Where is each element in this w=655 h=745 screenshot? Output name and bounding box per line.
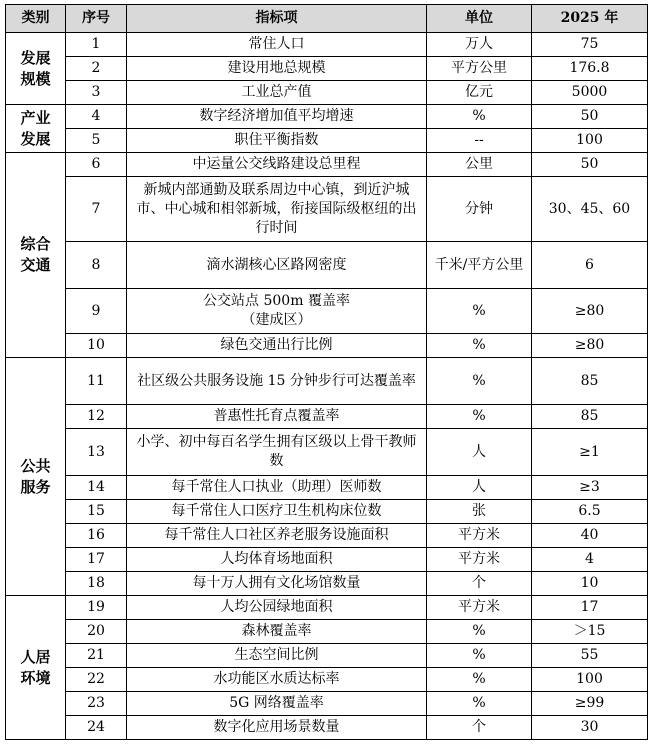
unit: 亿元 [427, 81, 532, 105]
unit: 万人 [427, 33, 532, 57]
indicator-name: 水功能区水质达标率 [127, 668, 427, 692]
row-number: 13 [66, 429, 127, 476]
target-value: 10 [532, 572, 648, 596]
table-header-row [6, 5, 648, 33]
table-row [6, 129, 648, 153]
row-number: 18 [66, 572, 127, 596]
target-value: ≥80 [532, 334, 648, 358]
header-target-2025: 2025 年 [532, 5, 648, 33]
row-number: 19 [66, 596, 127, 620]
row-number: 14 [66, 476, 127, 500]
indicator-name: 工业总产值 [127, 81, 427, 105]
target-value: 50 [532, 105, 648, 129]
category-label: 发展 规模 [6, 33, 66, 105]
table-row [6, 289, 648, 334]
table-row [6, 334, 648, 358]
indicator-table [5, 4, 648, 740]
target-value: ＞15 [532, 620, 648, 644]
table-row [6, 500, 648, 524]
row-number: 17 [66, 548, 127, 572]
row-number: 8 [66, 242, 127, 289]
category-label: 综合 交通 [6, 153, 66, 358]
indicator-name: 绿色交通出行比例 [127, 334, 427, 358]
table-row [6, 177, 648, 242]
indicator-name: 职住平衡指数 [127, 129, 427, 153]
indicator-name: 常住人口 [127, 33, 427, 57]
target-value: 50 [532, 153, 648, 177]
target-value: 55 [532, 644, 648, 668]
row-number: 1 [66, 33, 127, 57]
unit: % [427, 620, 532, 644]
indicator-name: 每十万人拥有文化场馆数量 [127, 572, 427, 596]
row-number: 2 [66, 57, 127, 81]
unit: % [427, 358, 532, 405]
indicator-name: 每千常住人口社区养老服务设施面积 [127, 524, 427, 548]
table-row [6, 548, 648, 572]
table-row [6, 105, 648, 129]
target-value: 30 [532, 716, 648, 740]
unit: 平方米 [427, 596, 532, 620]
target-value: 85 [532, 405, 648, 429]
unit: % [427, 692, 532, 716]
header-number: 序号 [66, 5, 127, 33]
unit: 人 [427, 476, 532, 500]
target-value: 6 [532, 242, 648, 289]
target-value: 176.8 [532, 57, 648, 81]
row-number: 12 [66, 405, 127, 429]
unit: 个 [427, 572, 532, 596]
row-number: 24 [66, 716, 127, 740]
category-label: 公共 服务 [6, 358, 66, 596]
category-label: 人居 环境 [6, 596, 66, 740]
unit: % [427, 289, 532, 334]
target-value: 100 [532, 668, 648, 692]
unit: -- [427, 129, 532, 153]
unit: 张 [427, 500, 532, 524]
table-row [6, 596, 648, 620]
indicator-name: 5G 网络覆盖率 [127, 692, 427, 716]
unit: % [427, 405, 532, 429]
row-number: 9 [66, 289, 127, 334]
target-value: 17 [532, 596, 648, 620]
unit: % [427, 105, 532, 129]
indicator-name: 社区级公共服务设施 15 分钟步行可达覆盖率 [127, 358, 427, 405]
indicator-name: 数字化应用场景数量 [127, 716, 427, 740]
target-value: 40 [532, 524, 648, 548]
row-number: 3 [66, 81, 127, 105]
indicator-name: 数字经济增加值平均增速 [127, 105, 427, 129]
unit: 平方公里 [427, 57, 532, 81]
table-row [6, 33, 648, 57]
table-row [6, 524, 648, 548]
indicator-name: 人均公园绿地面积 [127, 596, 427, 620]
row-number: 22 [66, 668, 127, 692]
row-number: 16 [66, 524, 127, 548]
unit: % [427, 644, 532, 668]
table-row [6, 358, 648, 405]
indicator-name: 中运量公交线路建设总里程 [127, 153, 427, 177]
indicator-name: 森林覆盖率 [127, 620, 427, 644]
table-row [6, 668, 648, 692]
row-number: 21 [66, 644, 127, 668]
table-row [6, 405, 648, 429]
target-value: 5000 [532, 81, 648, 105]
unit: 平方米 [427, 548, 532, 572]
table-row [6, 429, 648, 476]
indicator-name: 滴水湖核心区路网密度 [127, 242, 427, 289]
row-number: 5 [66, 129, 127, 153]
row-number: 10 [66, 334, 127, 358]
unit: 分钟 [427, 177, 532, 242]
table-row [6, 572, 648, 596]
target-value: 6.5 [532, 500, 648, 524]
target-value: ≥80 [532, 289, 648, 334]
unit: 个 [427, 716, 532, 740]
indicator-name: 建设用地总规模 [127, 57, 427, 81]
header-unit: 单位 [427, 5, 532, 33]
table-row [6, 57, 648, 81]
indicator-name: 生态空间比例 [127, 644, 427, 668]
indicator-name: 小学、初中每百名学生拥有区级以上骨干教师数 [127, 429, 427, 476]
table-row [6, 476, 648, 500]
indicator-name: 每千常住人口医疗卫生机构床位数 [127, 500, 427, 524]
header-category: 类别 [6, 5, 66, 33]
row-number: 15 [66, 500, 127, 524]
table-row [6, 620, 648, 644]
target-value: 85 [532, 358, 648, 405]
table-row [6, 692, 648, 716]
indicator-name: 普惠性托育点覆盖率 [127, 405, 427, 429]
indicator-name: 人均体育场地面积 [127, 548, 427, 572]
category-label: 产业 发展 [6, 105, 66, 153]
unit: % [427, 668, 532, 692]
unit: % [427, 334, 532, 358]
row-number: 7 [66, 177, 127, 242]
target-value: ≥1 [532, 429, 648, 476]
row-number: 4 [66, 105, 127, 129]
target-value: 30、45、60 [532, 177, 648, 242]
target-value: ≥99 [532, 692, 648, 716]
table-row [6, 153, 648, 177]
row-number: 20 [66, 620, 127, 644]
table-row [6, 242, 648, 289]
target-value: 75 [532, 33, 648, 57]
row-number: 11 [66, 358, 127, 405]
table-row [6, 81, 648, 105]
table-row [6, 716, 648, 740]
unit: 千米/平方公里 [427, 242, 532, 289]
unit: 平方米 [427, 524, 532, 548]
target-value: 4 [532, 548, 648, 572]
table-row [6, 644, 648, 668]
target-value: ≥3 [532, 476, 648, 500]
row-number: 6 [66, 153, 127, 177]
header-indicator: 指标项 [127, 5, 427, 33]
indicator-name: 每千常住人口执业（助理）医师数 [127, 476, 427, 500]
row-number: 23 [66, 692, 127, 716]
indicator-name: 公交站点 500m 覆盖率 （建成区） [127, 289, 427, 334]
unit: 公里 [427, 153, 532, 177]
target-value: 100 [532, 129, 648, 153]
indicator-name: 新城内部通勤及联系周边中心镇，到近沪城市、中心城和相邻新城，衔接国际级枢纽的出行时间 [127, 177, 427, 242]
unit: 人 [427, 429, 532, 476]
